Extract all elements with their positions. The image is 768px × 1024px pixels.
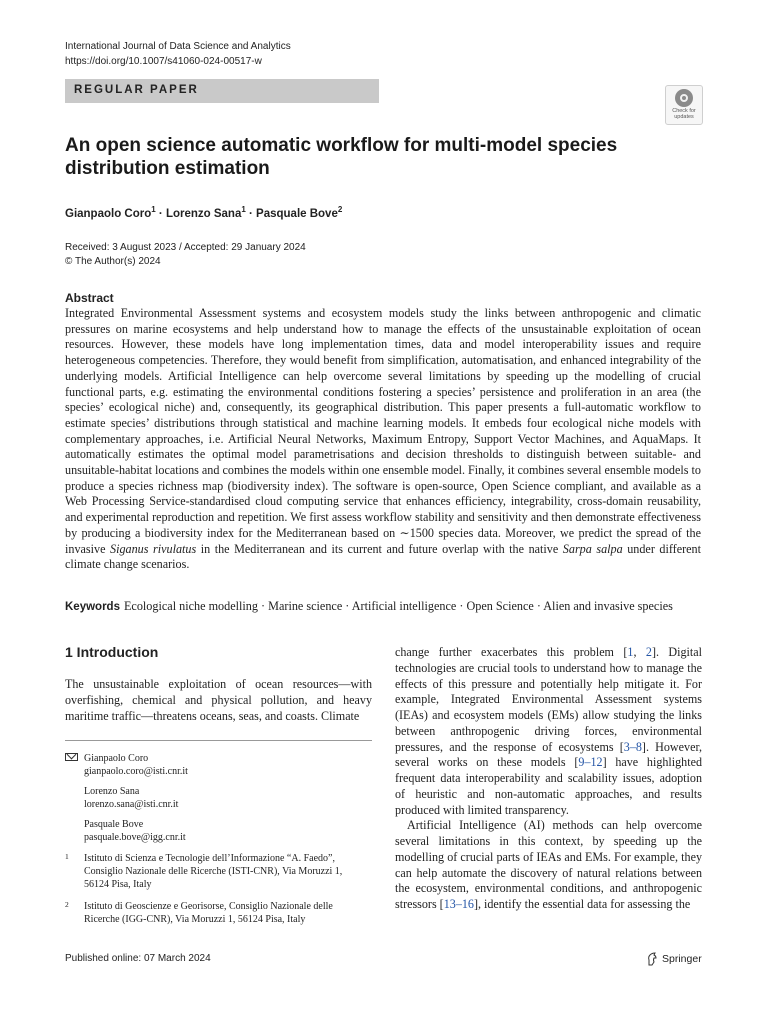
species-name: Siganus rivulatus bbox=[110, 541, 197, 556]
author-affil-mark: 1 bbox=[241, 205, 246, 214]
intro-text-part: , bbox=[633, 645, 646, 659]
affiliation-number: 2 bbox=[65, 900, 69, 909]
intro-paragraph bbox=[395, 818, 702, 913]
author-name[interactable]: Lorenzo Sana bbox=[165, 207, 242, 220]
publisher-logo[interactable] bbox=[646, 952, 702, 966]
author-list bbox=[65, 205, 342, 220]
affiliation bbox=[65, 852, 365, 891]
intro-text-part: change further exacerbates this problem [ bbox=[395, 645, 628, 659]
contact-email[interactable]: gianpaolo.coro@isti.cnr.it bbox=[84, 766, 188, 777]
envelope-icon bbox=[65, 753, 78, 761]
keywords-label: Keywords bbox=[65, 601, 120, 613]
intro-right-column bbox=[395, 645, 702, 913]
publisher-name: Springer bbox=[662, 953, 702, 965]
citation-link[interactable]: 13–16 bbox=[443, 897, 474, 911]
citation-link[interactable]: 9–12 bbox=[578, 755, 603, 770]
doi-link[interactable]: https://doi.org/10.1007/s41060-024-00517-w bbox=[65, 56, 262, 67]
author-affil-mark: 1 bbox=[151, 205, 156, 214]
abstract-text-part: under different climate change scenarios. bbox=[65, 541, 701, 572]
intro-text-part: ] have highlighted frequent data interoperability and scalability issues, adoption of heuristic and non-automatic approaches, and results produced with limited transparency. bbox=[395, 755, 702, 817]
abstract-body bbox=[65, 306, 701, 573]
received-accepted-dates: Received: 3 August 2023 / Accepted: 29 January 2024 bbox=[65, 242, 306, 253]
author-name[interactable]: Gianpaolo Coro bbox=[65, 207, 152, 220]
contact-name: Pasquale Bove bbox=[84, 819, 144, 830]
published-online-date: Published online: 07 March 2024 bbox=[65, 953, 211, 964]
contact-block bbox=[65, 752, 188, 844]
author-name[interactable]: Pasquale Bove bbox=[256, 207, 338, 220]
paper-type-label: REGULAR PAPER bbox=[74, 84, 199, 96]
intro-text-part: ], identify the essential data for assessing the bbox=[473, 897, 691, 911]
contact-name: Lorenzo Sana bbox=[84, 786, 140, 797]
paper-type-bar bbox=[65, 79, 379, 103]
intro-text-part: ]. However, several works on these models [ bbox=[395, 739, 703, 770]
affiliation-text: Istituto di Scienza e Tecnologie dell’Informazione “A. Faedo”, Consiglio Nazionale delle Ricerche (ISTI-CNR), Via Moruzzi 1, 56124 Pisa, Italy bbox=[84, 853, 343, 890]
footnote-divider bbox=[65, 740, 372, 741]
contact-email[interactable]: pasquale.bove@igg.cnr.it bbox=[84, 832, 186, 843]
springer-horse-icon bbox=[646, 952, 658, 966]
abstract-text-part: in the Mediterranean and its current and future overlap with the native bbox=[196, 541, 563, 556]
citation-link[interactable]: 3–8 bbox=[623, 739, 642, 754]
check-for-updates-badge[interactable] bbox=[665, 85, 703, 125]
author-separator: · bbox=[155, 207, 166, 220]
paper-title: An open science automatic workflow for multi-model species distribution estimation bbox=[65, 135, 618, 179]
keywords-line bbox=[65, 599, 705, 614]
copyright-notice: © The Author(s) 2024 bbox=[65, 256, 161, 267]
journal-name: International Journal of Data Science and Analytics bbox=[65, 41, 291, 52]
check-for-updates-icon bbox=[675, 89, 693, 107]
species-name: Sarpa salpa bbox=[562, 541, 623, 556]
citation-link[interactable]: 2 bbox=[645, 645, 652, 659]
author-affil-mark: 2 bbox=[337, 205, 343, 214]
keywords-text: Ecological niche modelling · Marine science · Artificial intelligence · Open Science · Alien and invasive species bbox=[123, 599, 673, 613]
abstract-text-part: Integrated Environmental Assessment systems and ecosystem models study the links between anthropogenic and climatic pressures on marine ecosystems and help understand how to manage the effects of the unsustainable exploitation of ocean resources. However, these models have long implementation times, data and model interoperability issues and require heterogeneous competencies. Therefore, they would benefit from simplification, automatisation, and enhanced integrability of the underlying models. Artificial Intelligence can help overcome several limitations by speeding up the modelling of crucial functional parts, e.g. estimating the environmental conditions fostering a species’ persistence and proliferation in an area (the species’ ecological niche) and, consequently, its geographical distribution. This paper presents a full-automatic workflow to estimate species’ distributions through statistical and machine learning models. It embeds four ecological niche models with complementary approaches, i.e. Artificial Neural Networks, Maximum Entropy, Support Vector Machines, and AquaMaps. It automatically estimates the optimal model parametrisations and decision thresholds to distinguish between suitable- and unsuitable-habitat locations and combines the models within one ensemble model. Finally, it combines several ensemble models to produce a species richness map (biodiversity index). The software is open-source, Open Science compliant, and available as a Web Processing Service-standardised cloud computing service that enhances efficiency, integrability, cross-domain reusability, and experimental reproduction and repetition. We first assess workflow stability and sensitivity and then demonstrate effectiveness by producing a biodiversity index for the Mediterranean based on ∼1500 species data. Moreover, we predict the spread of the invasive bbox=[65, 306, 701, 556]
author-separator: · bbox=[245, 207, 257, 220]
check-for-updates-line2: updates bbox=[674, 114, 694, 120]
affiliation bbox=[65, 900, 365, 926]
citation-link[interactable]: 1 bbox=[627, 645, 634, 659]
contact-email[interactable]: lorenzo.sana@isti.cnr.it bbox=[84, 799, 179, 810]
affiliation-text: Istituto di Geoscienze e Georisorse, Consiglio Nazionale delle Ricerche (IGG-CNR), Via Moruzzi 1, 56124 Pisa, Italy bbox=[84, 901, 333, 925]
contact-name: Gianpaolo Coro bbox=[84, 753, 149, 764]
intro-left-text: The unsustainable exploitation of ocean resources—with overfishing, chemical and physical pollution, and heavy maritime traffic—threatens oceans, seas, and coasts. Climate bbox=[65, 677, 372, 723]
intro-paragraph bbox=[395, 645, 702, 818]
affiliation-number: 1 bbox=[65, 852, 69, 861]
check-for-updates-line1: Check for bbox=[672, 108, 696, 114]
abstract-heading: Abstract bbox=[65, 291, 114, 305]
intro-text-part: ]. Digital technologies are crucial tools to understand how to manage the effects of this pressure and potentially help mitigate it. For example, Integrated Environmental Assessment systems (IEAs) and ecosystem models (EMs) allow studying the links between anthropogenic driving forces, environmental pressures, and the response of ecosystems [ bbox=[395, 645, 702, 754]
intro-text-part: Artificial Intelligence (AI) methods can help overcome several limitations in this context, by speeding up the modelling of crucial parts of IEAs and EMs. For example, they can help automate the discovery of natural relations between the ecosystem, environmental conditions, and anthropogenic stressors [ bbox=[395, 818, 702, 911]
section-heading-introduction: 1 Introduction bbox=[65, 644, 159, 660]
